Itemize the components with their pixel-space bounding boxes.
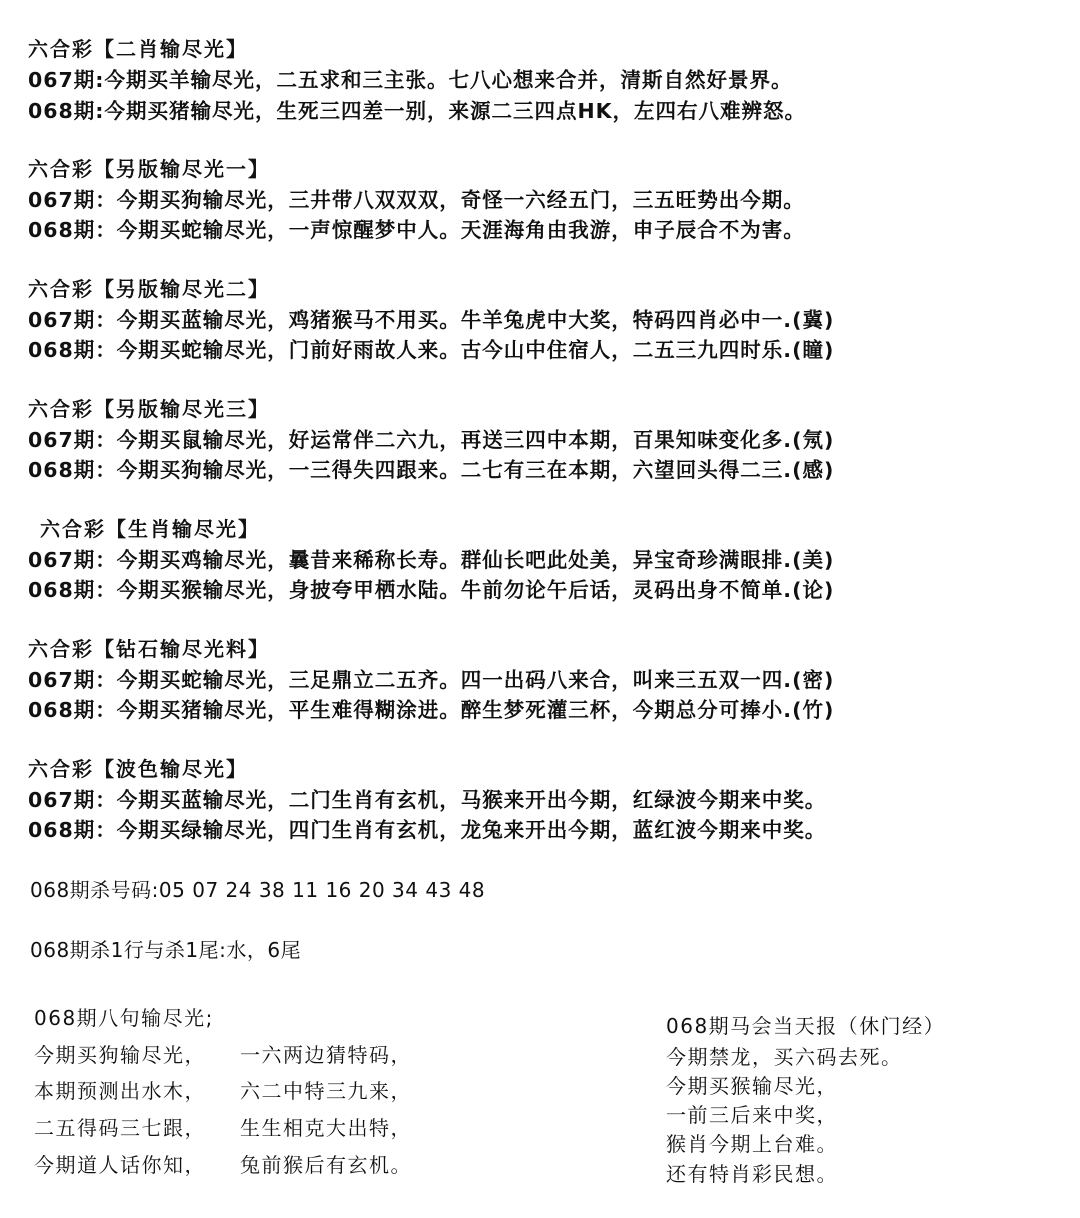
section-row: 067期：今期买蓝输尽光，二门生肖有玄机，马猴来开出今期，红绿波今期来中奖。 [28, 788, 827, 812]
horse-report-line: 猴肖今期上台难。 [666, 1132, 838, 1156]
section-title: 六合彩【波色输尽光】 [28, 757, 248, 781]
section-row: 068期：今期买狗输尽光，一三得失四跟来。二七有三在本期，六望回头得二三.(感) [28, 458, 835, 482]
poem-line [34, 1039, 412, 1068]
section-row: 068期:今期买猪输尽光，生死三四差一别，来源二三四点HK，左四右八难辨怒。 [28, 99, 807, 123]
horse-report-line: 一前三后来中奖， [666, 1103, 838, 1127]
section-row: 068期：今期买猪输尽光，平生难得糊涂进。醉生梦死灌三杯，今期总分可捧小.(竹) [28, 698, 835, 722]
section-title: 六合彩【二肖输尽光】 [28, 37, 248, 61]
section-title: 六合彩【生肖输尽光】 [40, 517, 260, 541]
poem-title: 068期八句输尽光; [34, 1006, 214, 1030]
kill-element-tail: 068期杀1行与杀1尾:水，6尾 [30, 938, 302, 962]
horse-report-line: 还有特肖彩民想。 [666, 1162, 838, 1186]
poem-line [34, 1149, 412, 1178]
horse-report-title: 068期马会当天报（休门经） [666, 1014, 946, 1038]
section-row: 067期:今期买羊输尽光，二五求和三主张。七八心想来合并，清斯自然好景界。 [28, 68, 793, 92]
section-title: 六合彩【另版输尽光二】 [28, 277, 270, 301]
horse-report-line: 今期买猴输尽光， [666, 1074, 838, 1098]
poem-line-left: 二五得码三七跟， [34, 1116, 206, 1140]
poem-line [34, 1075, 412, 1104]
section-title: 六合彩【另版输尽光一】 [28, 157, 270, 181]
horse-report-line: 今期禁龙，买六码去死。 [666, 1045, 903, 1069]
section-row: 068期：今期买蛇输尽光，门前好雨故人来。古今山中住宿人，二五三九四时乐.(瞳) [28, 338, 835, 362]
section-row: 067期：今期买狗输尽光，三井带八双双双，奇怪一六经五门，三五旺势出今期。 [28, 188, 805, 212]
section-row: 068期：今期买猴输尽光，身披夸甲栖水陆。牛前勿论午后话，灵码出身不简单.(论) [28, 578, 835, 602]
kill-numbers: 068期杀号码:05 07 24 38 11 16 20 34 43 48 [30, 878, 486, 902]
poem-line-left: 今期买狗输尽光， [34, 1043, 206, 1067]
poem-line-right: 兔前猴后有玄机。 [240, 1153, 412, 1177]
poem-line-left: 今期道人话你知， [34, 1153, 206, 1177]
section-row: 068期：今期买蛇输尽光，一声惊醒梦中人。天涯海角由我游，申子辰合不为害。 [28, 218, 805, 242]
poem-line-left: 本期预测出水木， [34, 1079, 206, 1103]
section-row: 067期：今期买蓝输尽光，鸡猪猴马不用买。牛羊兔虎中大奖，特码四肖必中一.(冀) [28, 308, 835, 332]
poem-line [34, 1112, 412, 1141]
section-row: 067期：今期买蛇输尽光，三足鼎立二五齐。四一出码八来合，叫来三五双一四.(密) [28, 668, 835, 692]
section-row: 067期：今期买鼠输尽光，好运常伴二六九，再送三四中本期，百果知味变化多.(氖) [28, 428, 835, 452]
section-row: 068期：今期买绿输尽光，四门生肖有玄机，龙兔来开出今期，蓝红波今期来中奖。 [28, 818, 827, 842]
section-title: 六合彩【另版输尽光三】 [28, 397, 270, 421]
section-title: 六合彩【钻石输尽光料】 [28, 637, 270, 661]
section-row: 067期：今期买鸡输尽光，曩昔来稀称长寿。群仙长吧此处美，异宝奇珍满眼排.(美) [28, 548, 835, 572]
poem-line-right: 六二中特三九来， [240, 1079, 412, 1103]
poem-line-right: 生生相克大出特， [240, 1116, 412, 1140]
poem-line-right: 一六两边猜特码， [240, 1043, 412, 1067]
